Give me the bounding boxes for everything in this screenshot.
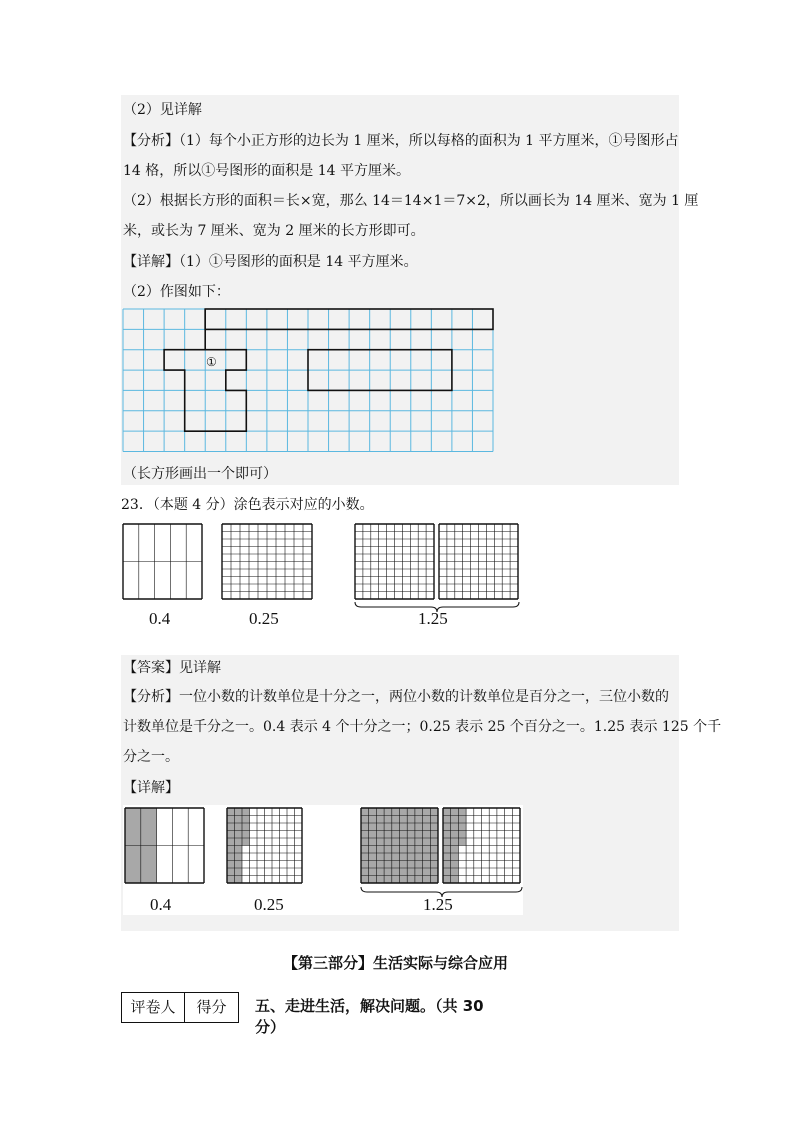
tenths-grid-shaded	[125, 808, 205, 884]
score-cell: 得分	[196, 998, 227, 1016]
section-heading-line-1: 五、走进生活，解决问题。（共 30	[255, 997, 484, 1015]
answer1-line-3: 14 格，所以①号图形的面积是 14 平方厘米。	[123, 163, 410, 179]
answer1-line-7: （2）作图如下：	[123, 284, 230, 300]
grader-cell: 评卷人	[122, 993, 185, 1022]
q-label-1-25: 1.25	[418, 609, 448, 628]
blue-grid-figure	[123, 309, 493, 454]
answer2-line-4: 分之一。	[123, 749, 179, 765]
answer1-line-1: （2）见详解	[123, 102, 202, 118]
score-box	[121, 992, 239, 1023]
hundredths-grid-shaded	[227, 808, 303, 884]
a-label-0-4: 0.4	[150, 895, 172, 914]
hundredths-grid-blank-right	[439, 524, 519, 600]
figure-label-1: ①	[206, 355, 217, 369]
answer1-note: （长方形画出一个即可）	[123, 466, 277, 482]
a-label-1-25: 1.25	[423, 895, 453, 914]
hundredths-grid-full	[361, 808, 439, 884]
answer2-line-1: 【答案】见详解	[123, 660, 221, 676]
q-label-0-4: 0.4	[149, 609, 171, 628]
answer1-line-4: （2）根据长方形的面积＝长×宽，那么 14＝14×1＝7×2，所以画长为 14 厘米、宽为 1 厘	[123, 193, 699, 209]
section-title: 【第三部分】生活实际与综合应用	[283, 954, 509, 972]
q-label-0-25: 0.25	[249, 609, 279, 628]
hundredths-grid-blank-left	[355, 524, 435, 600]
question-23-text: 23．（本题 4 分）涂色表示对应的小数。	[121, 497, 374, 513]
answer2-line-2: 【分析】一位小数的计数单位是十分之一，两位小数的计数单位是百分之一，三位小数的	[123, 689, 669, 705]
section-heading-line-2: 分）	[255, 1018, 286, 1036]
answer1-line-2: 【分析】（1）每个小正方形的边长为 1 厘米，所以每格的面积为 1 平方厘米，①号图形占	[123, 133, 679, 149]
answer2-line-5: 【详解】	[123, 780, 179, 796]
answer1-line-5: 米，或长为 7 厘米、宽为 2 厘米的长方形即可。	[123, 223, 425, 239]
a-label-0-25: 0.25	[254, 895, 284, 914]
answer1-line-6: 【详解】（1）①号图形的面积是 14 平方厘米。	[123, 254, 418, 270]
answer2-line-3: 计数单位是千分之一。0.4 表示 4 个十分之一；0.25 表示 25 个百分之一。1.25 表示 125 个千	[123, 719, 722, 735]
hundredths-grid-partial	[443, 808, 521, 884]
tenths-grid-blank	[123, 524, 203, 600]
hundredths-grid-blank	[222, 524, 314, 600]
